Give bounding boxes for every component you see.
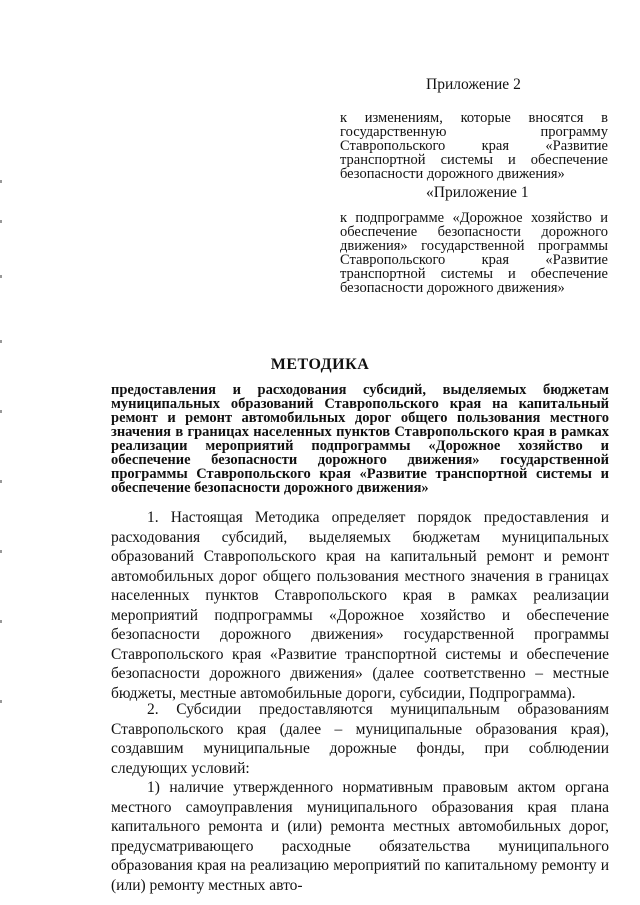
appendix-1-note: к подпрограмме «Дорожное хозяйство и обеспечение безопасности дорожного движения» государственной программы Ставропольского края «Развитие транспортной системы и обеспечение безопасности дорожного движения»	[340, 210, 608, 296]
paragraph-2-text: 2. Субсидии предоставляются муниципальным образованиям Ставропольского края (далее – муниципальные образования края), создавшим муниципальные дорожные фонды, при соблюдении следующих условий:	[111, 701, 609, 777]
paragraph-1	[111, 508, 609, 703]
paragraph-1-text: 1. Настоящая Методика определяет порядок предоставления и расходования субсидий, выделяемых бюджетам муниципальных образований Ставропольского края на капитальный ремонт и ремонт автомобильных дорог общего пользования местного значения в границах населенных пунктов Ставропольского края в рамках реализации мероприятий подпрограммы «Дорожное хозяйство и обеспечение безопасности дорожного движения» государственной программы Ставропольского края «Развитие транспортной системы и обеспечение безопасности дорожного движения» (далее соответственно – местные бюджеты, местные автомобильные дороги, субсидии, Подпрограмма).	[111, 509, 609, 702]
scan-edge-marks	[0, 180, 3, 780]
appendix-2-heading: Приложение 2	[426, 76, 521, 93]
appendix-2-note: к изменениям, которые вносятся в государственную программу Ставропольского края «Развитие транспортной системы и обеспечение безопасности дорожного движения»	[340, 110, 608, 182]
paragraph-3-text: 1) наличие утвержденного нормативным правовым актом органа местного самоуправления муниципального образования края плана капитального ремонта и (или) ремонта местных автомобильных дорог, предусматривающего расходные обязательства муниципального образования края на реализацию мероприятий по капитальному ремонту и (или) ремонту местных авто-	[111, 779, 609, 894]
paragraph-2-block	[111, 700, 609, 895]
appendix-1-heading: «Приложение 1	[426, 184, 529, 201]
document-title: МЕТОДИКА	[270, 356, 370, 373]
document-subtitle: предоставления и расходования субсидий, выделяемых бюджетам муниципальных образований Ставропольского края на капитальный ремонт и ремонт автомобильных дорог общего пользования местного значения в границах населенных пунктов Ставропольского края в рамках реализации мероприятий подпрограммы «Дорожное хозяйство и обеспечение безопасности дорожного движения» государственной программы Ставропольского края «Развитие транспортной системы и обеспечение безопасности дорожного движения»	[111, 382, 609, 496]
